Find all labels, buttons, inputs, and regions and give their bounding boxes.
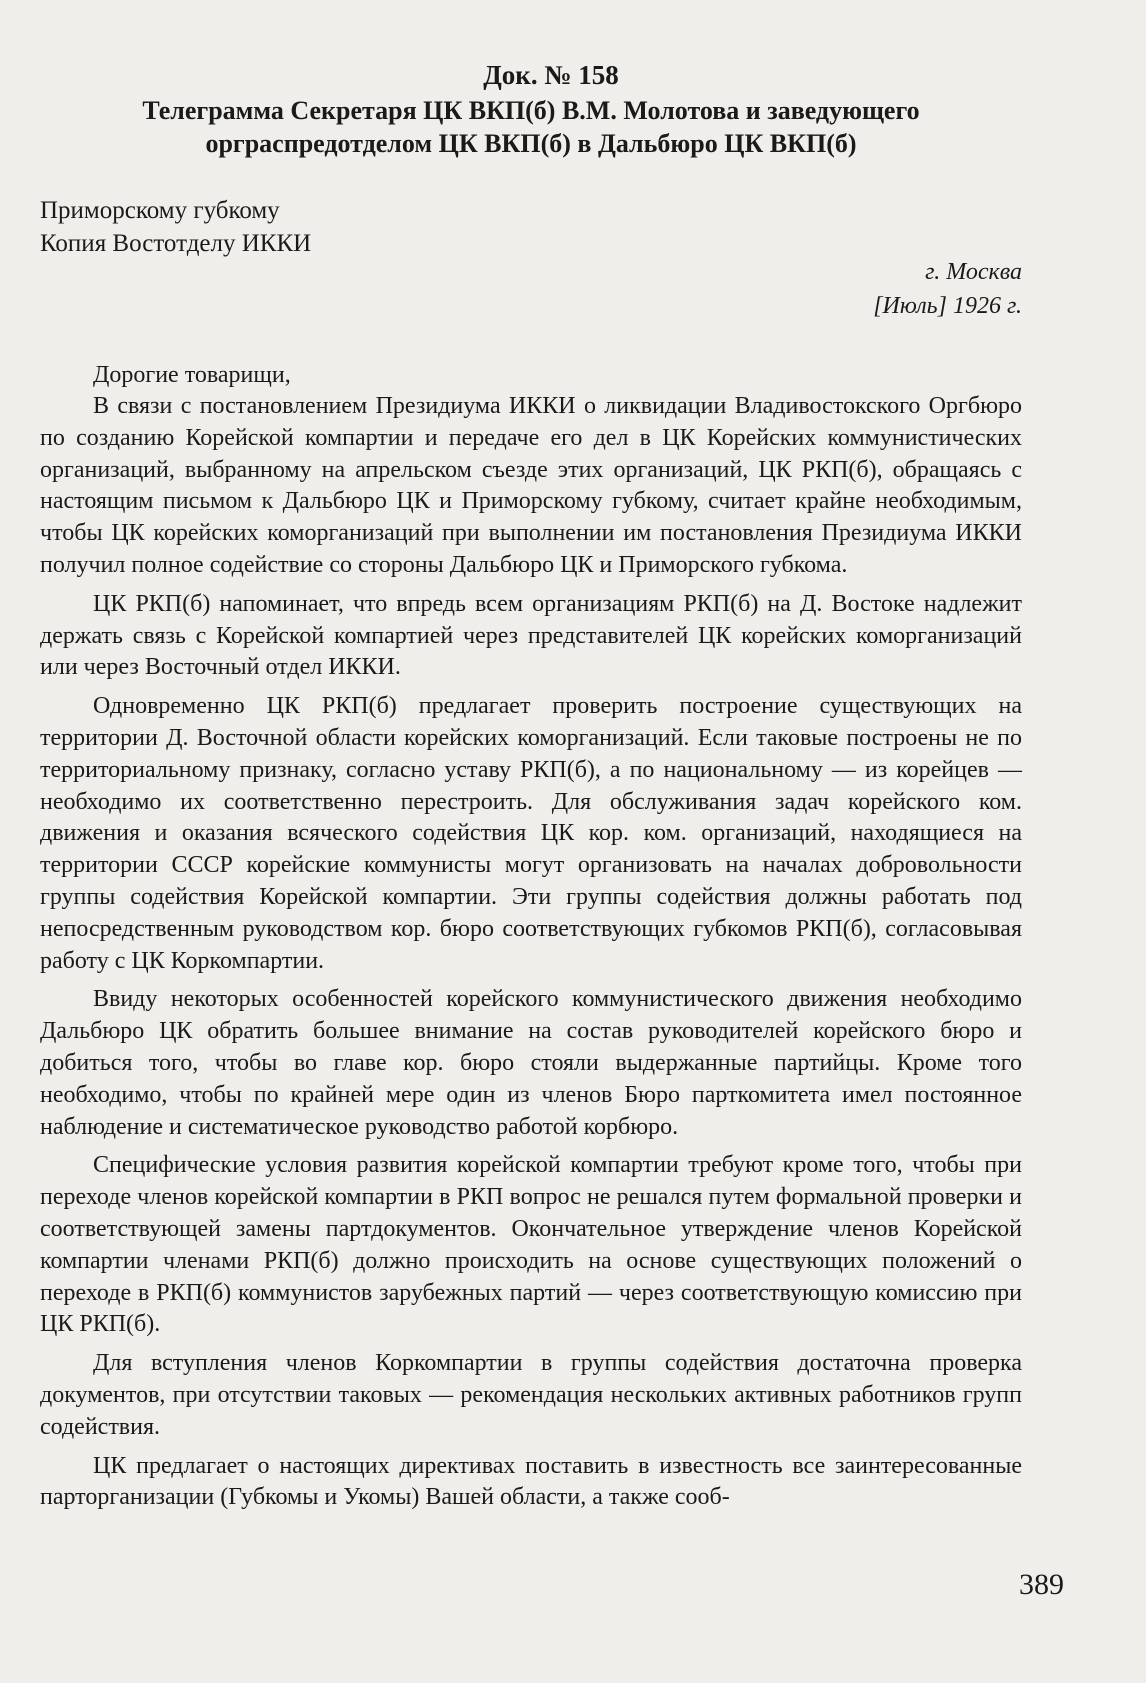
paragraph: ЦК РКП(б) напоминает, что впредь всем организациям РКП(б) на Д. Востоке надлежит держать связь с Корейской компартией через представителей ЦК корейских коморганизаций или через Восточный отдел ИККИ. [40,590,1022,681]
salutation: Дорогие товарищи, [93,362,291,388]
paragraph: Ввиду некоторых особенностей корейского коммунистического движения необходимо Дальбюро ЦК обратить большее внимание на состав руководителей корейского бюро и добиться того, чтобы во главе кор. бюро стояли выдержанные партийцы. Кроме того необходимо, чтобы по крайней мере один из членов Бюро парткомитета имел постоянное наблюдение и систематическое руководство работой корбюро. [40,986,1022,1140]
paragraph: Специфические условия развития корейской компартии требуют кроме того, чтобы при переходе членов корейской компартии в РКП вопрос не решался путем формальной проверки и соответствующей замены партдокументов. Окончательное утверждение членов Корейской компартии членами РКП(б) должно происходить на основе существующих положений о переходе в РКП(б) коммунистов зарубежных партий — через соответствующую комиссию при ЦК РКП(б). [40,1152,1022,1338]
document-number: Док. № 158 [483,60,619,90]
addressee-primary: Приморскому губкому [40,197,280,224]
document-title [40,94,1022,160]
paragraph: Для вступления членов Коркомпартии в группы содействия достаточна проверка документов, при отсутствии таковых — рекомендация нескольких активных работников групп содействия. [40,1350,1022,1440]
addressee-block [40,194,1022,260]
body-text [40,391,1022,1514]
document-page [40,58,1022,1521]
document-title-line-1: Телеграмма Секретаря ЦК ВКП(б) В.М. Молотова и заведующего [142,96,920,125]
paragraph: В связи с постановлением Президиума ИККИ о ликвидации Владивостокского Оргбюро по созданию Корейской компартии и передаче его дел в ЦК Корейских коммунистических организаций, выбранному на апрельском съезде этих организаций, ЦК РКП(б), обращаясь с настоящим письмом к Дальбюро ЦК и Приморскому губкому, считает крайне необходимым, чтобы ЦК корейских коморганизаций при выполнении им постановления Президиума ИККИ получил полное содействие со стороны Дальбюро ЦК и Приморского губкома. [40,393,1022,578]
paragraph: ЦК предлагает о настоящих директивах поставить в известность все заинтересованные парторганизации (Губкомы и Укомы) Вашей области, а также сооб- [40,1452,1022,1511]
page-number: 389 [1019,1568,1064,1601]
place-date-block [40,255,1022,323]
addressee-copy: Копия Востотделу ИККИ [40,230,312,257]
paragraph: Одновременно ЦК РКП(б) предлагает проверить построение существующих на территории Д. Восточной области корейских коморганизаций. Если таковые построены не по территориальному признаку, согласно уставу РКП(б), а по национальному — из корейцев — необходимо их соответственно перестроить. Для обслуживания задач корейского ком. движения и оказания всяческого содействия ЦК кор. ком. организаций, находящиеся на территории СССР корейские коммунисты могут организовать на началах добровольности группы содействия Корейской компартии. Эти группы содействия должны работать под непосредственным руководством кор. бюро соответствующих губкомов РКП(б), согласовывая работу с ЦК Коркомпартии. [40,693,1022,974]
date: [Июль] 1926 г. [873,293,1022,319]
place: г. Москва [925,259,1022,285]
document-title-line-2: орграспредотделом ЦК ВКП(б) в Дальбюро ЦК ВКП(б) [205,129,857,158]
